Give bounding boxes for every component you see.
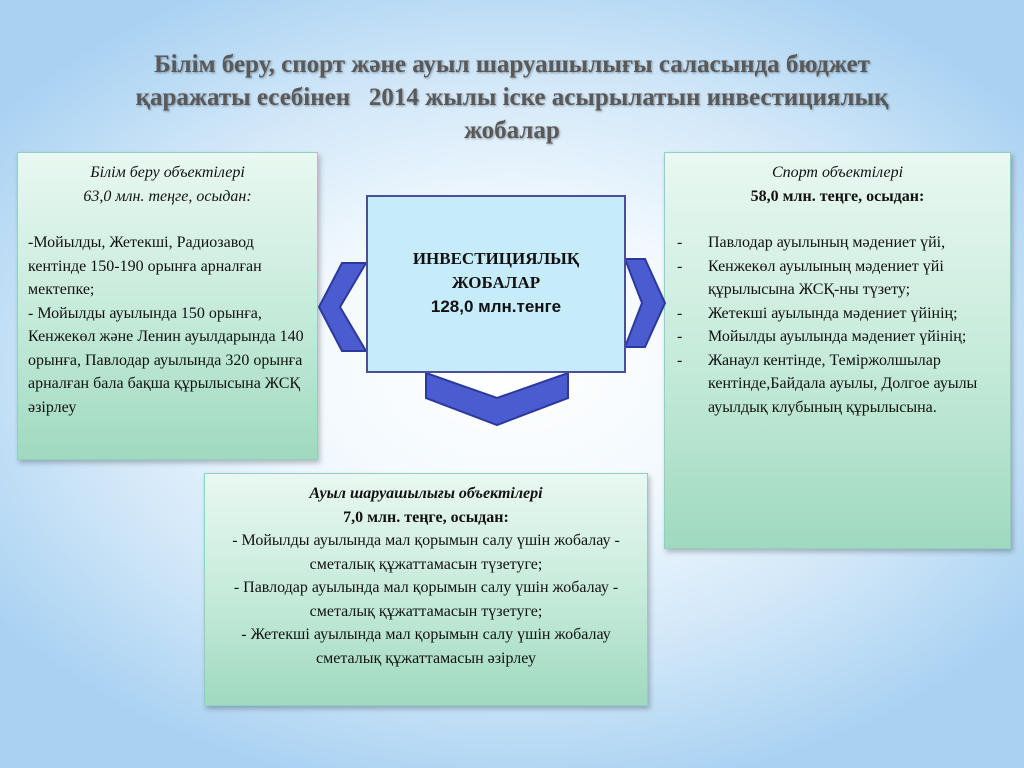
education-item: - Мойылды ауылында 150 орынға, Кенжекөл және Ленин ауылдарында 140 орынға, Павлодар ауылында 320 орынға арналған бала бақша құрылысына ЖСҚ әзірлеу bbox=[28, 304, 304, 416]
list-item: - Павлодар ауылының мәдениет үйі, bbox=[677, 234, 946, 251]
agriculture-item: - Жетекші ауылында мал қорымын салу үшін жобалау сметалық құжаттамасын әзірлеу bbox=[241, 626, 611, 667]
list-item: - Мойылды ауылында мәдениет үйінің; bbox=[677, 328, 967, 345]
list-item: - Жетекші ауылында мәдениет үйінің; bbox=[677, 304, 958, 322]
arrow-left-icon bbox=[318, 262, 368, 352]
education-heading: Білім беру объектілері bbox=[90, 164, 245, 181]
sport-list bbox=[675, 231, 1000, 419]
agriculture-item: - Мойылды ауылында мал қорымын салу үшін жобалау - сметалық құжаттамасын түзетуге; bbox=[232, 532, 620, 573]
center-total: 128,0 млн.тенге bbox=[430, 297, 562, 316]
arrow-down-icon bbox=[424, 371, 570, 427]
title-line-1: Білім беру, спорт және ауыл шаруашылығы саласында бюджет bbox=[154, 51, 870, 78]
arrow-right-icon bbox=[624, 258, 666, 348]
center-line-2: ЖОБАЛАР bbox=[451, 273, 541, 292]
center-line-1: ИНВЕСТИЦИЯЛЫҚ bbox=[412, 249, 580, 268]
agriculture-objects-box bbox=[204, 473, 648, 706]
sport-objects-box bbox=[664, 152, 1011, 549]
list-item: - Жанаул кентінде, Теміржолшылар кентінде,Байдала ауылы, Долгое ауылы ауылдық клубының құрылысына. bbox=[677, 351, 978, 416]
list-item: - Кенжекөл ауылының мәдениет үйі құрылысына ЖСҚ-ны түзету; bbox=[677, 257, 944, 298]
investment-projects-center bbox=[366, 195, 626, 373]
slide-title bbox=[90, 48, 934, 147]
sport-heading: Спорт объектілері bbox=[771, 164, 904, 181]
sport-amount: 58,0 млн. теңге, осыдан: bbox=[750, 187, 925, 205]
title-line-3: жобалар bbox=[464, 117, 560, 144]
agriculture-item: - Павлодар ауылында мал қорымын салу үшін жобалау - сметалық құжаттамасын түзетуге; bbox=[233, 579, 619, 620]
education-objects-box bbox=[17, 152, 318, 460]
agriculture-heading: Ауыл шаруашылығы объектілері bbox=[309, 485, 543, 502]
title-line-2: қаражаты есебінен 2014 жылы іске асырылатын инвестициялық bbox=[135, 84, 889, 111]
education-item: -Мойылды, Жетекші, Радиозавод кентінде 150-190 орынға арналған мектепке; bbox=[28, 234, 262, 298]
agriculture-amount: 7,0 млн. теңге, осыдан: bbox=[343, 508, 509, 526]
education-amount: 63,0 млн. теңге, осыдан: bbox=[83, 187, 252, 205]
